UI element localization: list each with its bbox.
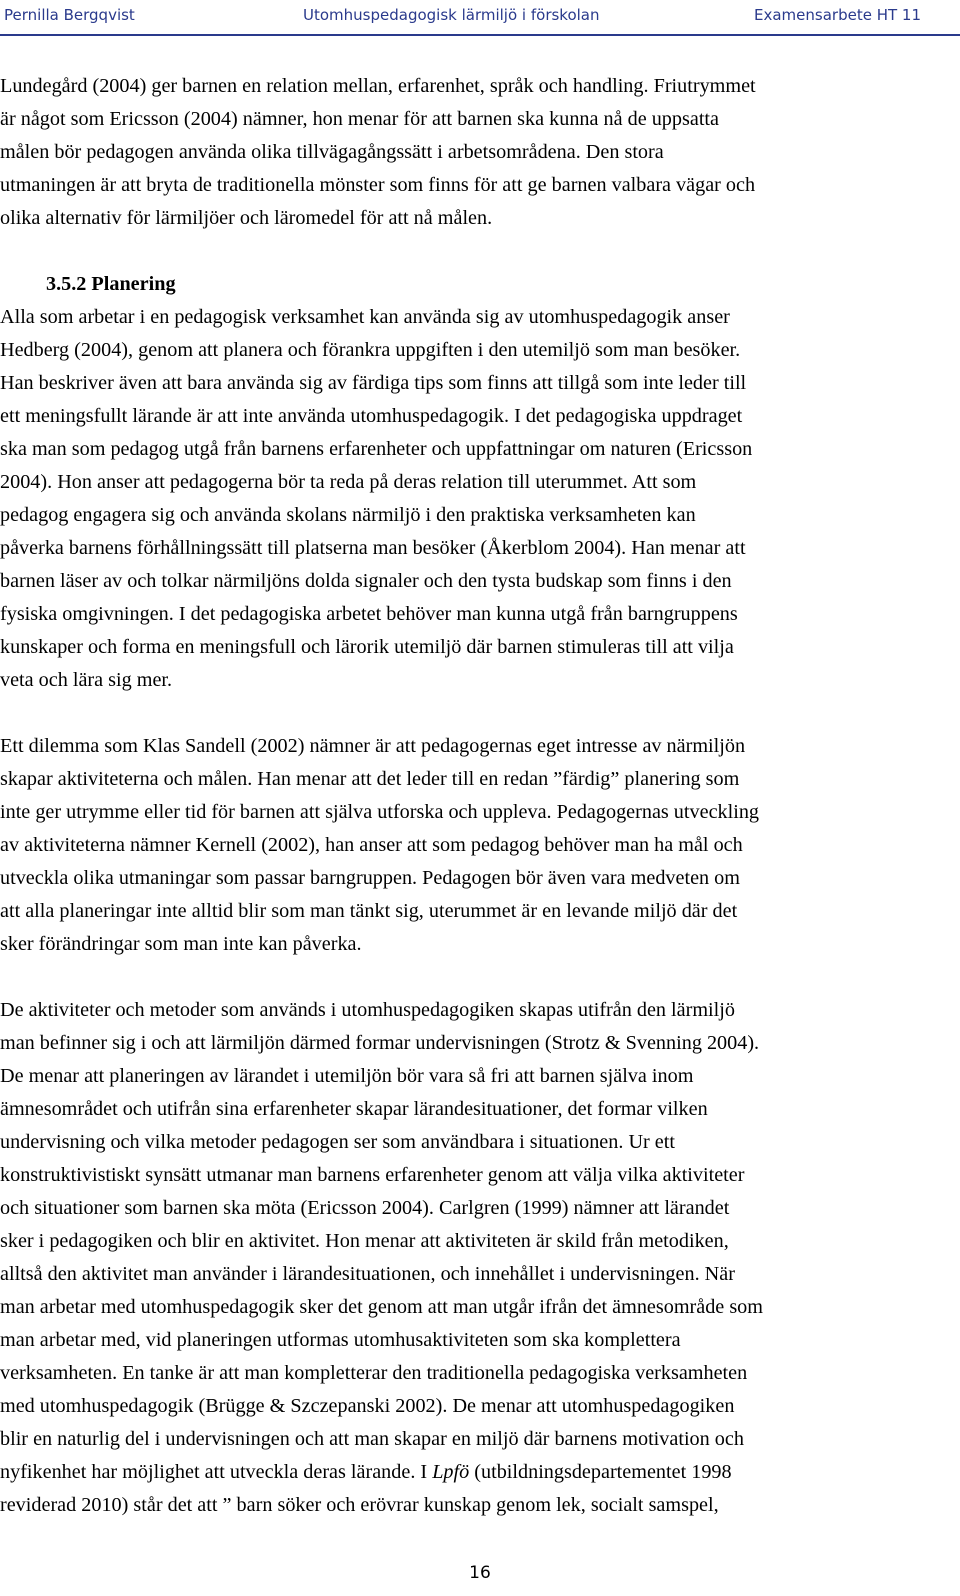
paragraph-3 [0,730,946,961]
text-line: reviderad 2010) står det att ” barn söker och erövrar kunskap genom lek, socialt samspel, [0,1494,719,1516]
text-line: utmaningen är att bryta de traditionella mönster som finns för att ge barnen valbara vägar och [0,174,756,196]
text-line: De menar att planeringen av lärandet i utemiljön bör vara så fri att barnen själva inom [0,1065,694,1087]
text-line: av aktiviteterna nämner Kernell (2002), han anser att som pedagog behöver man ha mål och [0,834,743,856]
text-line: att alla planeringar inte alltid blir som man tänkt sig, uterummet är en levande miljö där det [0,900,738,922]
text-line: Lundegård (2004) ger barnen en relation mellan, erfarenhet, språk och handling. Friutrymmet [0,75,756,97]
text-run: nyfikenhet har möjlighet att utveckla deras lärande. I [0,1461,433,1483]
text-line: och situationer som barnen ska möta (Ericsson 2004). Carlgren (1999) nämner att lärandet [0,1197,730,1219]
header-title: Utomhuspedagogisk lärmiljö i förskolan [303,6,600,24]
text-line: ett meningsfullt lärande är att inte använda utomhuspedagogik. I det pedagogiska uppdraget [0,405,743,427]
text-line: skapar aktiviteterna och målen. Han menar att det leder till en redan ”färdig” planering som [0,768,740,790]
text-line: med utomhuspedagogik (Brügge & Szczepanski 2002). De menar att utomhuspedagogiken [0,1395,735,1417]
text-line: pedagog engagera sig och använda skolans närmiljö i den praktiska verksamheten kan [0,504,696,526]
body-text [0,70,946,1522]
text-line: De aktiviteter och metoder som används i utomhuspedagogiken skapas utifrån den lärmiljö [0,999,735,1021]
text-line: undervisning och vilka metoder pedagogen ser som användbara i situationen. Ur ett [0,1131,675,1153]
header-course: Examensarbete HT 11 [754,6,921,24]
text-line: Hedberg (2004), genom att planera och förankra uppgiften i den utemiljö som man besöker. [0,339,741,361]
text-run: (utbildningsdepartementet 1998 [469,1461,732,1483]
text-line: ämnesområdet och utifrån sina erfarenheter skapar lärandesituationer, det formar vilken [0,1098,708,1120]
text-line: fysiska omgivningen. I det pedagogiska arbetet behöver man kunna utgå från barngruppens [0,603,738,625]
text-line: man arbetar med, vid planeringen utformas utomhusaktiviteten som ska komplettera [0,1329,681,1351]
text-line: utveckla olika utmaningar som passar barngruppen. Pedagogen bör även vara medveten om [0,867,740,889]
text-line: veta och lära sig mer. [0,669,173,691]
text-line: alltså den aktivitet man använder i lärandesituationen, och innehållet i undervisningen. När [0,1263,735,1285]
text-line: 2004). Hon anser att pedagogerna bör ta reda på deras relation till uterummet. Att som [0,471,697,493]
text-line: konstruktivistiskt synsätt utmanar man barnens erfarenheter genom att välja vilka aktiviteter [0,1164,745,1186]
paragraph-1 [0,70,946,235]
text-line: kunskaper och forma en meningsfull och lärorik utemiljö där barnen stimuleras till att vilja [0,636,734,658]
text-line: blir en naturlig del i undervisningen och att man skapar en miljö där barnens motivation och [0,1428,744,1450]
text-line: ska man som pedagog utgå från barnens erfarenheter och uppfattningar om naturen (Ericsson [0,438,753,460]
text-line: barnen läser av och tolkar närmiljöns dolda signaler och den tysta budskap som finns i den [0,570,732,592]
text-line: Ett dilemma som Klas Sandell (2002) nämner är att pedagogernas eget intresse av närmiljön [0,735,746,757]
paragraph-gap [0,235,946,268]
italic-title: Lpfö [432,1461,470,1483]
text-line: inte ger utrymme eller tid för barnen att själva utforska och uppleva. Pedagogernas utveckling [0,801,760,823]
text-line [0,1456,946,1489]
text-line: påverka barnens förhållningssätt till platserna man besöker (Åkerblom 2004). Han menar att [0,537,746,559]
header-divider [0,34,960,36]
text-line: Alla som arbetar i en pedagogisk verksamhet kan använda sig av utomhuspedagogik anser [0,306,730,328]
text-line: målen bör pedagogen använda olika tillvägagångssätt i arbetsområdena. Den stora [0,141,664,163]
text-line: sker förändringar som man inte kan påverka. [0,933,362,955]
paragraph-gap [0,697,946,730]
text-line: verksamheten. En tanke är att man kompletterar den traditionella pedagogiska verksamheten [0,1362,748,1384]
text-line: man befinner sig i och att lärmiljön därmed formar undervisningen (Strotz & Svenning 2004). [0,1032,760,1054]
page-header [0,4,960,34]
paragraph-4 [0,994,946,1522]
section-heading: 3.5.2 Planering [46,273,176,295]
page-number: 16 [469,1563,491,1583]
text-line: Han beskriver även att bara använda sig av färdiga tips som finns att tillgå som inte leder till [0,372,747,394]
text-line: olika alternativ för lärmiljöer och läromedel för att nå målen. [0,207,493,229]
paragraph-2 [0,301,946,697]
paragraph-gap [0,961,946,994]
header-author: Pernilla Bergqvist [4,6,135,24]
text-line: är något som Ericsson (2004) nämner, hon menar för att barnen ska kunna nå de uppsatta [0,108,719,130]
text-line: man arbetar med utomhuspedagogik sker det genom att man utgår ifrån det ämnesområde som [0,1296,763,1318]
text-line: sker i pedagogiken och blir en aktivitet. Hon menar att aktiviteten är skild från metodiken, [0,1230,729,1252]
